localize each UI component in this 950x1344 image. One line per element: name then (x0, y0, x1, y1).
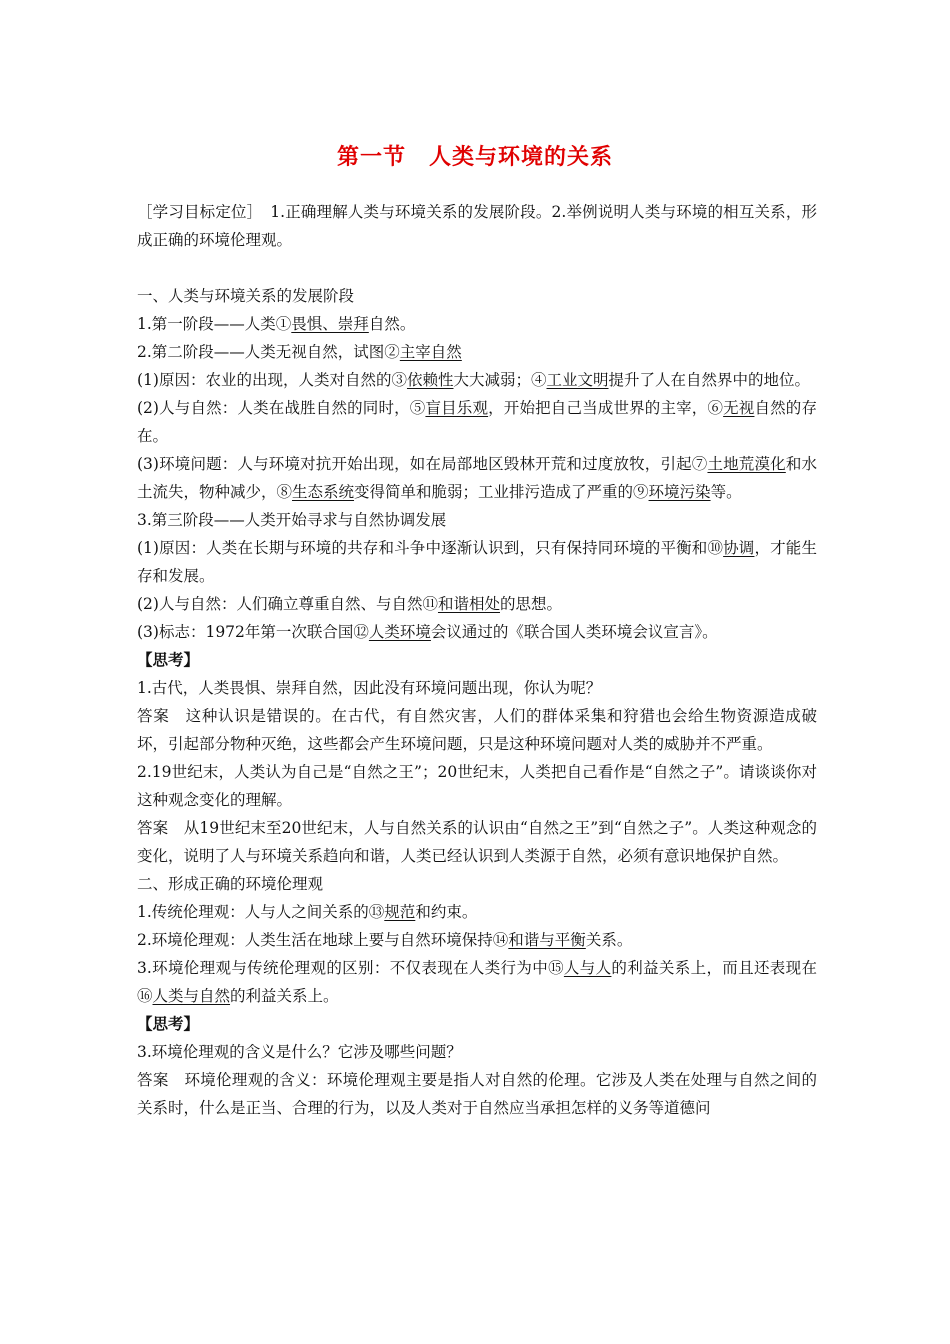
fill-answer: 畏惧、崇拜 (291, 315, 369, 333)
answer: 答案 这种认识是错误的。在古代，有自然灾害，人们的群体采集和狩猎也会给生物资源造成破坏，引起部分物种灭绝，这些都会产生环境问题，只是这种环境问题对人类的威胁并不严重。 (137, 707, 817, 753)
fill-answer: 土地荒漠化 (707, 455, 786, 473)
fill-answer: 依赖性 (406, 371, 454, 389)
spacer (137, 254, 817, 282)
think-label: 【思考】 (137, 651, 200, 669)
fill-answer: 盲目乐观 (425, 399, 489, 417)
list-item: 1.第一阶段——人类①畏惧、崇拜自然。 (137, 315, 416, 333)
question: 1.古代，人类畏惧、崇拜自然，因此没有环境问题出现，你认为呢？ (137, 679, 602, 697)
think-label: 【思考】 (137, 1015, 200, 1033)
fill-answer: 工业文明 (546, 371, 609, 389)
list-item: (1)原因：农业的出现，人类对自然的③依赖性大大减弱；④工业文明提升了人在自然界中的地位。 (137, 371, 811, 389)
list-item: (2)人与自然：人们确立尊重自然、与自然⑪和谐相处的思想。 (137, 595, 562, 613)
fill-answer: 人与人 (563, 959, 612, 977)
fill-answer: 人类与自然 (152, 987, 231, 1005)
list-item: 2.第二阶段——人类无视自然，试图②主宰自然 (137, 343, 462, 361)
fill-answer: 主宰自然 (399, 343, 462, 361)
answer: 答案 环境伦理观的含义：环境伦理观主要是指人对自然的伦理。它涉及人类在处理与自然之间的关系时，什么是正当、合理的行为，以及人类对于自然应当承担怎样的义务等道德问 (137, 1071, 817, 1117)
list-item: 2.环境伦理观：人类生活在地球上要与自然环境保持⑭和谐与平衡关系。 (137, 931, 633, 949)
list-item: (3)环境问题：人与环境对抗开始出现，如在局部地区毁林开荒和过度放牧，引起⑦土地荒漠化和水土流失，物种减少，⑧生态系统变得简单和脆弱；工业排污造成了严重的⑨环境污染等。 (137, 455, 817, 501)
fill-answer: 环境污染 (648, 483, 711, 501)
list-item: 3.环境伦理观与传统伦理观的区别：不仅表现在人类行为中⑮人与人的利益关系上，而且还表现在⑯人类与自然的利益关系上。 (137, 959, 817, 1005)
document-body (137, 198, 817, 1122)
fill-answer: 无视 (723, 399, 755, 417)
fill-answer: 人类环境 (368, 623, 431, 641)
fill-answer: 协调 (723, 539, 755, 557)
section-heading: 一、人类与环境关系的发展阶段 (137, 287, 355, 305)
fill-answer: 生态系统 (292, 483, 355, 501)
list-item: (1)原因：人类在长期与环境的共存和斗争中逐渐认识到，只有保持同环境的平衡和⑩协调，才能生存和发展。 (137, 539, 817, 585)
fill-answer: 和谐与平衡 (508, 931, 586, 949)
section-heading: 二、形成正确的环境伦理观 (137, 875, 324, 893)
answer: 答案 从19世纪末至20世纪末，人与自然关系的认识由“自然之王”到“自然之子”。人类这种观念的变化，说明了人与环境关系趋向和谐，人类已经认识到人类源于自然，必须有意识地保护自然。 (137, 819, 817, 865)
learning-objectives: ［学习目标定位］ 1.正确理解人类与环境关系的发展阶段。2.举例说明人类与环境的相互关系，形成正确的环境伦理观。 (137, 203, 817, 249)
list-item: 3.第三阶段——人类开始寻求与自然协调发展 (137, 511, 447, 529)
question: 3.环境伦理观的含义是什么？它涉及哪些问题？ (137, 1043, 462, 1061)
fill-answer: 和谐相处 (437, 595, 500, 613)
list-item: (3)标志：1972年第一次联合国⑫人类环境会议通过的《联合国人类环境会议宣言》。 (137, 623, 718, 641)
list-item: (2)人与自然：人类在战胜自然的同时，⑤盲目乐观，开始把自己当成世界的主宰，⑥无视自然的存在。 (137, 399, 817, 445)
list-item: 1.传统伦理观：人与人之间关系的⑬规范和约束。 (137, 903, 478, 921)
fill-answer: 规范 (384, 903, 416, 921)
page-title: 第一节 人类与环境的关系 (336, 145, 613, 170)
question: 2.19世纪末，人类认为自己是“自然之王”；20世纪末，人类把自己看作是“自然之子”。请谈谈你对这种观念变化的理解。 (137, 763, 817, 809)
